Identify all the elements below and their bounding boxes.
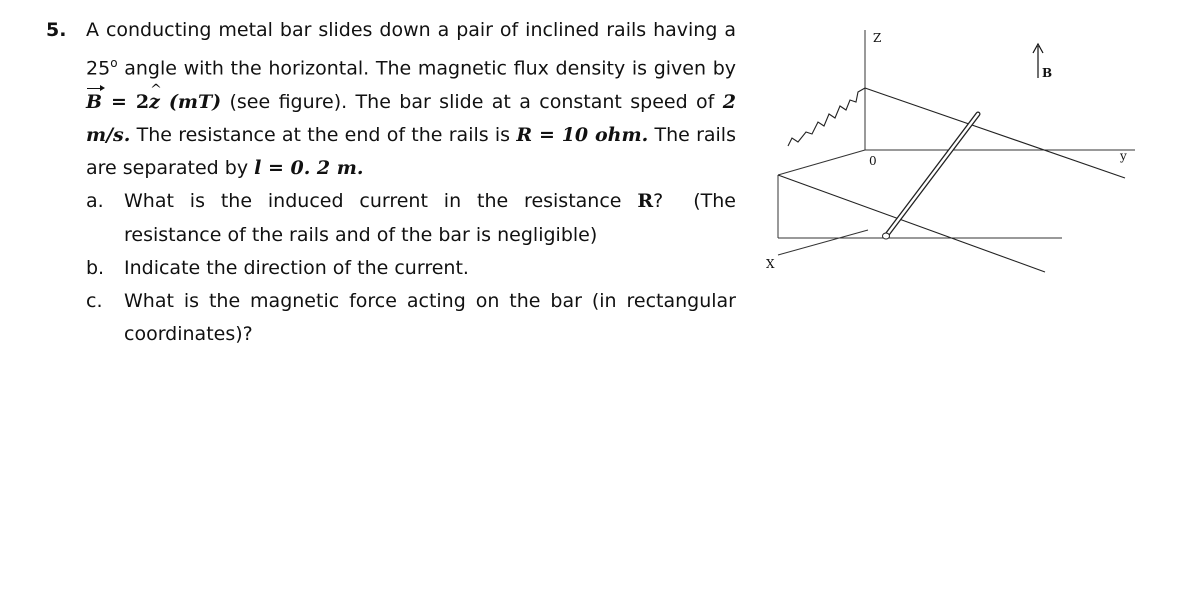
part-a-t3: (The	[693, 190, 736, 213]
part-c-letter: c.	[86, 289, 103, 312]
bar-end	[883, 233, 890, 239]
part-a-t2: ?	[653, 190, 664, 213]
stem-line-3: (see figure). The bar slide at a constant speed of	[221, 90, 715, 113]
degree-mark: o	[110, 56, 118, 71]
problem-number: 5.	[46, 19, 67, 41]
b-unit: (mT)	[159, 90, 222, 113]
origin-label: 0	[869, 154, 877, 168]
part-b	[86, 252, 736, 285]
angle-value: 25	[86, 57, 111, 80]
part-a-letter: a.	[86, 190, 104, 213]
part-a-t1: What is the induced current in the resistance	[124, 190, 638, 213]
ground-line	[778, 230, 868, 255]
speed-value: 2 m/s.	[86, 90, 736, 146]
stem-line-1: A conducting metal bar slides down a pair of inclined rails having a	[86, 19, 736, 41]
part-a-text	[124, 185, 736, 251]
part-c-text	[124, 285, 736, 351]
resistance-value: R = 10 ohm.	[516, 123, 649, 146]
part-a-t4: resistance of the rails and of the bar is negligible)	[124, 223, 598, 246]
b-equals: = 2	[102, 90, 150, 113]
resistor-r	[788, 88, 865, 146]
stem-line-5: rails are separated by	[86, 123, 736, 180]
problem-stem	[86, 14, 736, 185]
part-a-r: R	[637, 190, 654, 213]
part-c-t1: What is the magnetic force acting on the bar (in rectangular	[124, 289, 736, 312]
x-axis-upper	[778, 150, 865, 175]
part-b-text: Indicate the direction of the current.	[124, 256, 469, 279]
z-hat: z ^	[149, 86, 160, 119]
part-b-letter: b.	[86, 256, 105, 279]
b-vector-symbol: B	[86, 86, 102, 119]
part-c-t2: coordinates)?	[124, 323, 253, 346]
z-axis-label: Z	[873, 31, 882, 45]
part-c	[86, 285, 736, 351]
rail-back	[865, 88, 1125, 178]
stem-line-2: angle with the horizontal. The magnetic flux density is given by	[117, 57, 736, 80]
stem-line-4: The resistance at the end of the rails is	[130, 123, 517, 146]
sliding-bar-fill	[886, 114, 978, 236]
rail-front	[778, 175, 1045, 272]
problem-5	[46, 14, 736, 351]
b-field-label: B	[1042, 66, 1053, 80]
part-a	[86, 185, 736, 251]
y-axis-label: y	[1120, 149, 1127, 163]
x-axis-label: X	[766, 257, 775, 271]
stem-line-4b: The	[648, 123, 690, 146]
inclined-rails-figure	[740, 10, 1200, 280]
separation-value: l = 0. 2 m.	[254, 157, 364, 180]
